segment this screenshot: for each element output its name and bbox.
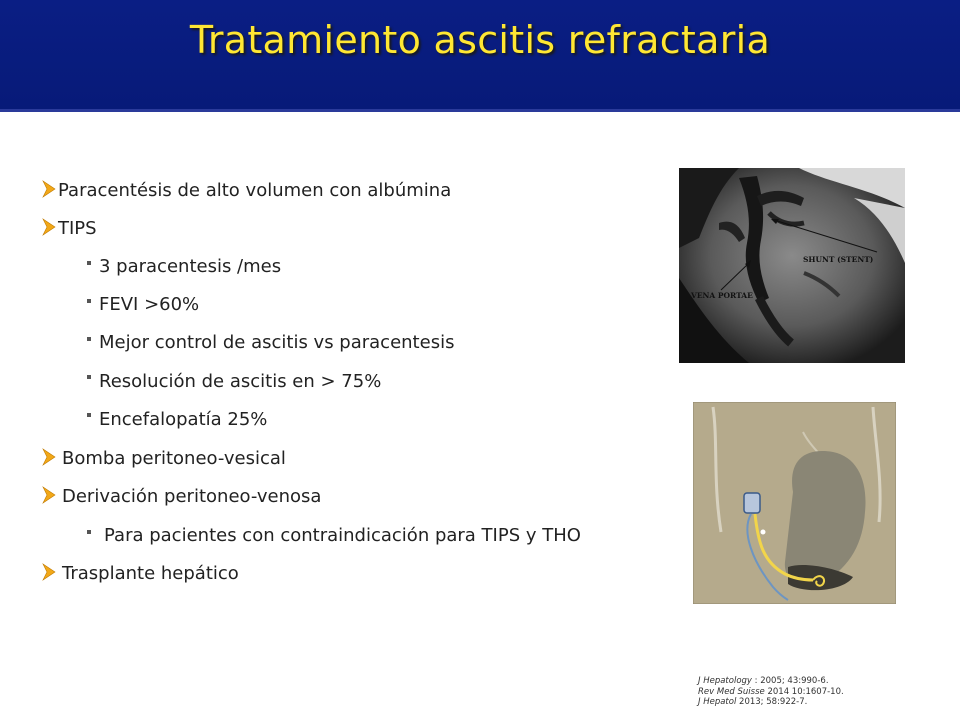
arrow-bullet-icon [42, 218, 56, 236]
square-bullet-icon [87, 375, 91, 379]
sub-bullet-control: Mejor control de ascitis vs paracentesis [99, 332, 455, 353]
xray-shunt-label: SHUNT (STENT) [803, 255, 874, 264]
square-bullet-icon [87, 413, 91, 417]
square-bullet-icon [87, 337, 91, 341]
bullet-derivacion: Derivación peritoneo-venosa [62, 486, 322, 507]
arrow-bullet-icon [42, 180, 56, 198]
slide-title: Tratamiento ascitis refractaria [189, 18, 771, 62]
reference-item: Rev Med Suisse 2014 10:1607-10. [698, 686, 844, 697]
shunt-illustration [693, 402, 896, 604]
sub-bullet-resolucion: Resolución de ascitis en > 75% [99, 371, 382, 392]
arrow-bullet-icon [42, 448, 56, 466]
arrow-bullet-icon [42, 486, 56, 504]
square-bullet-icon [87, 299, 91, 303]
sub-bullet-fevi: FEVI >60% [99, 294, 200, 315]
square-bullet-icon [87, 530, 91, 534]
bullet-paracentesis: Paracentésis de alto volumen con albúmina [58, 180, 452, 201]
bullet-trasplante: Trasplante hepático [62, 563, 239, 584]
bullet-bomba: Bomba peritoneo-vesical [62, 448, 286, 469]
bullet-tips: TIPS [58, 218, 97, 239]
reference-item: J Hepatology : 2005; 43:990-6. [698, 676, 829, 686]
square-bullet-icon [87, 261, 91, 265]
tips-xray-image [679, 168, 905, 363]
references [698, 676, 844, 708]
sub-bullet-encefalopatia: Encefalopatía 25% [99, 409, 268, 430]
reference-item: J Hepatol 2013; 58:922-7. [698, 697, 808, 707]
sub-bullet-paracentesis-mes: 3 paracentesis /mes [99, 256, 282, 277]
arrow-bullet-icon [42, 563, 56, 581]
banner-rule [0, 109, 960, 112]
xray-vena-label: VENA PORTAE [691, 291, 753, 300]
sub-bullet-contraindicacion: Para pacientes con contraindicación para TIPS y THO [104, 525, 581, 546]
